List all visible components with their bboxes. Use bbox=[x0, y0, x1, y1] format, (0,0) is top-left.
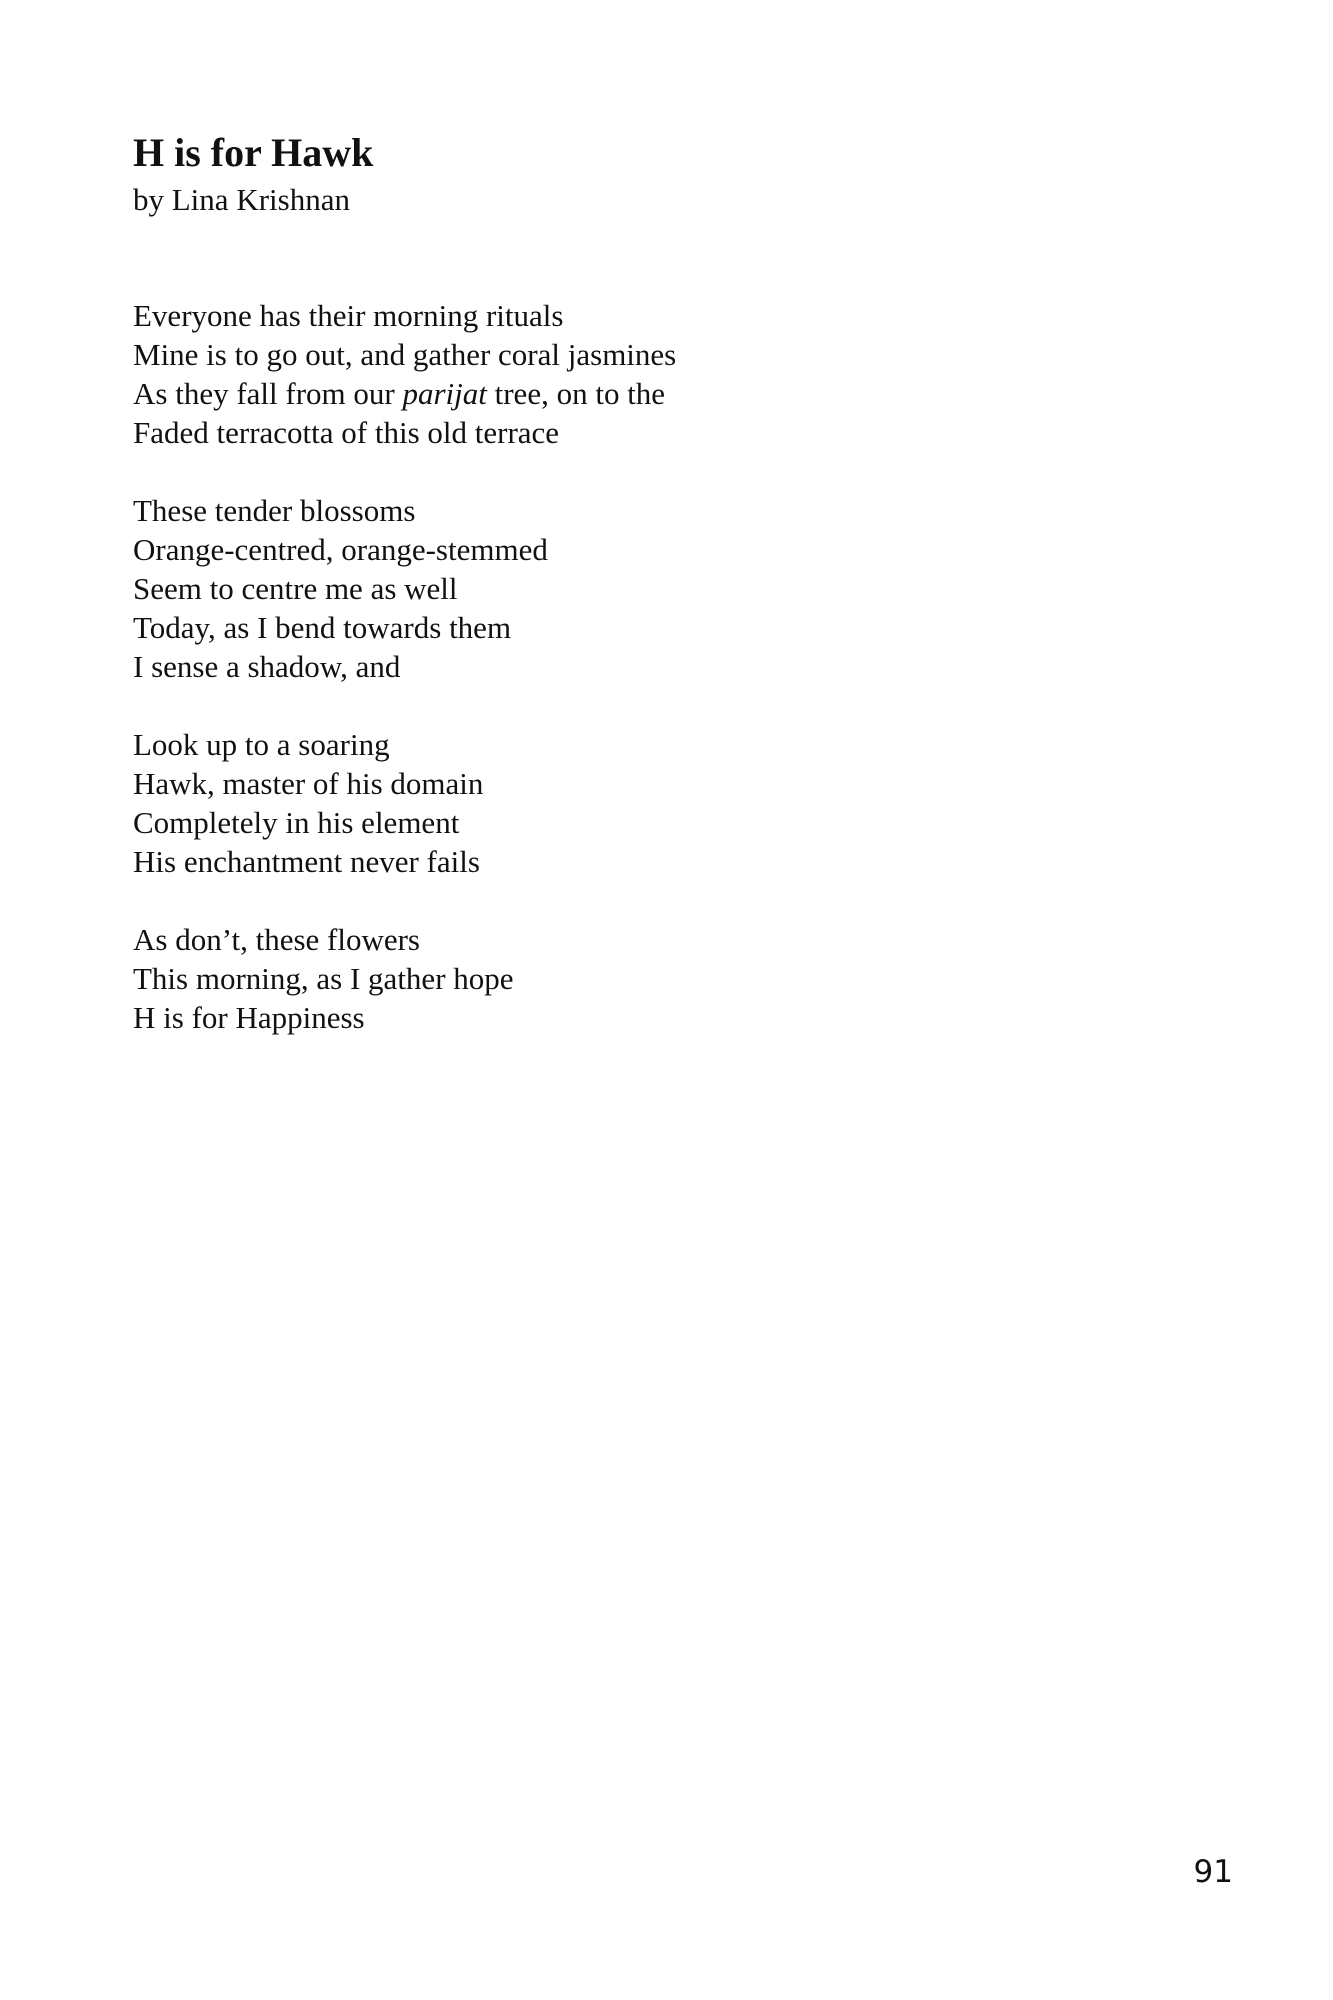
poem-line: Seem to centre me as well bbox=[133, 571, 458, 606]
poem-line: Mine is to go out, and gather coral jasmines bbox=[133, 337, 677, 372]
poem-line bbox=[133, 374, 1133, 413]
poem-line: Look up to a soaring bbox=[133, 727, 390, 762]
poem-line: Everyone has their morning rituals bbox=[133, 298, 564, 333]
poem-line: Today, as I bend towards them bbox=[133, 610, 512, 645]
italic-word: parijat bbox=[402, 376, 487, 411]
poem-line: As don’t, these flowers bbox=[133, 922, 420, 957]
poem-line-text: As they fall from our bbox=[133, 376, 403, 411]
poem-line: His enchantment never fails bbox=[133, 844, 480, 879]
poem-body bbox=[133, 296, 1133, 1076]
stanza-2 bbox=[133, 491, 1133, 686]
poem-line: This morning, as I gather hope bbox=[133, 961, 514, 996]
poem-line: Faded terracotta of this old terrace bbox=[133, 415, 560, 450]
poem-line-text: tree, on to the bbox=[486, 376, 666, 411]
poem-line: Hawk, master of his domain bbox=[133, 766, 484, 801]
poem-line: I sense a shadow, and bbox=[133, 649, 401, 684]
stanza-3 bbox=[133, 725, 1133, 881]
page-number: 91 bbox=[1193, 1854, 1233, 1890]
poem-line: Completely in his element bbox=[133, 805, 460, 840]
stanza-1 bbox=[133, 296, 1133, 452]
poem-line: These tender blossoms bbox=[133, 493, 416, 528]
poem-author: by Lina Krishnan bbox=[133, 182, 350, 217]
poem-line: H is for Happiness bbox=[133, 1000, 365, 1035]
poem-line: Orange-centred, orange-stemmed bbox=[133, 532, 548, 567]
poem-title: H is for Hawk bbox=[133, 130, 374, 175]
stanza-4 bbox=[133, 920, 1133, 1037]
